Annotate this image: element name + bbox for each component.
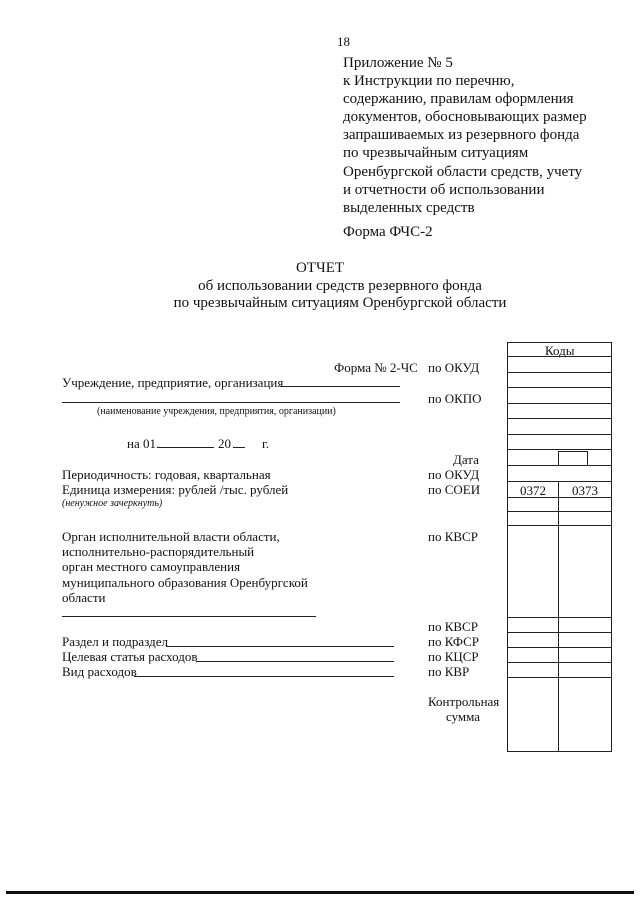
label-okud-2: по ОКУД — [428, 467, 480, 482]
label-kvsr: по КВСР — [428, 529, 478, 544]
appendix-line: документов, обосновывающих размер — [343, 109, 587, 126]
appendix-line: выделенных средств — [343, 199, 475, 216]
appendix-line: и отчетности об использовании — [343, 181, 545, 198]
section-input-line[interactable] — [166, 646, 394, 647]
report-subtitle-1: об использовании средств резервного фонда — [198, 278, 482, 294]
label-checksum-1: Контрольная — [428, 694, 500, 709]
institution-caption: (наименование учреждения, предприятия, организации) — [97, 406, 336, 417]
appendix-line: по чрезвычайным ситуациям — [343, 145, 529, 162]
page-bottom-border — [6, 891, 634, 894]
authority-line: области — [62, 589, 106, 605]
expense-type-label: Вид расходов — [62, 664, 137, 679]
page-number: 18 — [337, 34, 350, 49]
appendix-line: к Инструкции по перечню, — [343, 73, 515, 90]
authority-line: исполнительно-распорядительный — [62, 544, 255, 560]
label-checksum-2: сумма — [446, 709, 481, 724]
date-input-line[interactable] — [158, 447, 214, 448]
section-label: Раздел и подраздел — [62, 634, 168, 649]
institution-input-line-1[interactable] — [280, 386, 400, 387]
soei-code-2: 0373 — [572, 483, 598, 498]
authority-block — [62, 529, 308, 605]
label-okpo: по ОКПО — [428, 391, 482, 406]
label-date: Дата — [453, 452, 479, 467]
authority-line: муниципального образования Оренбургской — [62, 574, 308, 590]
date-suffix: г. — [262, 436, 270, 451]
periodicity-label: Периодичность: годовая, квартальная — [62, 467, 271, 482]
appendix-line: запрашиваемых из резервного фонда — [343, 127, 580, 144]
date-prefix: на 01. — [127, 436, 160, 451]
target-article-input-line[interactable] — [196, 661, 394, 662]
date-year: 20 — [218, 436, 231, 451]
appendix-line: Приложение № 5 — [343, 55, 453, 71]
label-okud: по ОКУД — [428, 360, 480, 375]
soei-code-1: 0372 — [520, 483, 546, 498]
label-kvsr-2: по КВСР — [428, 619, 478, 634]
year-input-line[interactable] — [233, 447, 245, 448]
label-kfsr: по КФСР — [428, 634, 479, 649]
authority-line: Орган исполнительной власти области, — [62, 529, 280, 544]
appendix-line: Оренбургской области средств, учету — [343, 163, 583, 180]
label-soei: по СОЕИ — [428, 482, 481, 497]
unit-note: (ненужное зачеркнуть) — [62, 498, 163, 509]
authority-line: орган местного самоуправления — [62, 559, 241, 575]
codes-header: Коды — [545, 343, 575, 358]
target-article-label: Целевая статья расходов — [62, 649, 198, 664]
unit-label: Единица измерения: рублей /тыс. рублей — [62, 482, 289, 497]
appendix-line: содержанию, правилам оформления — [343, 91, 574, 108]
authority-input-line[interactable] — [62, 616, 316, 617]
institution-label: Учреждение, предприятие, организация — [62, 375, 284, 390]
appendix-block — [343, 54, 587, 217]
label-kvr: по КВР — [428, 664, 470, 679]
report-title: ОТЧЕТ — [295, 260, 345, 276]
form-name: Форма ФЧС-2 — [343, 224, 433, 240]
form-number: Форма № 2-ЧС — [334, 360, 418, 375]
report-subtitle-2: по чрезвычайным ситуациям Оренбургской области — [173, 295, 507, 311]
expense-type-input-line[interactable] — [134, 676, 394, 677]
institution-input-line-2[interactable] — [62, 402, 400, 403]
label-kcsr: по КЦСР — [428, 649, 479, 664]
